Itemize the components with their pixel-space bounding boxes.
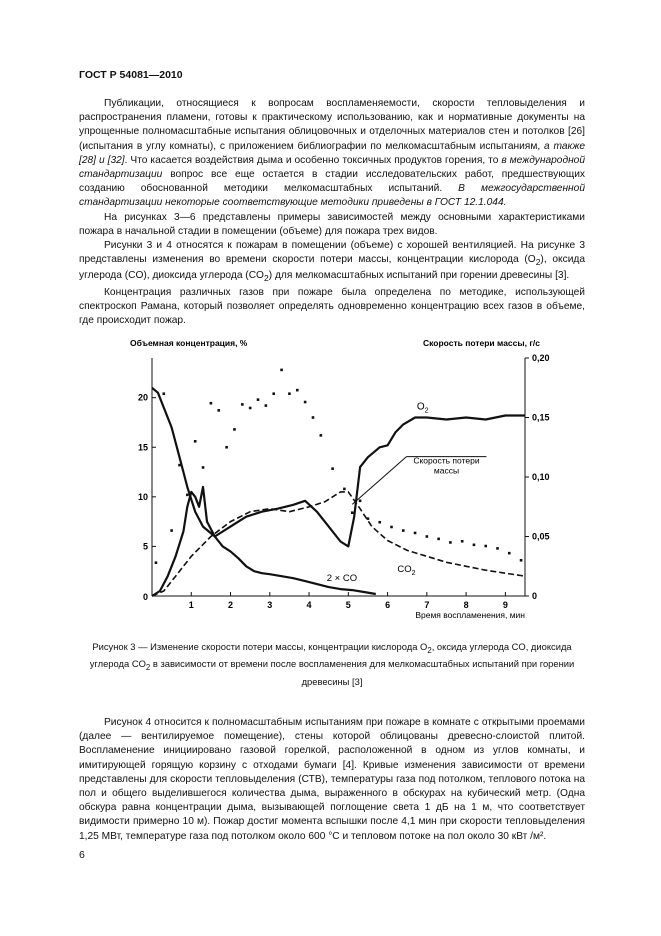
paragraph-publications: Публикации, относящиеся к вопросам воспламеняемости, скорости тепловыделения и распространения пламени, готовы к практическому использованию, как и нормативные документы на упрощенные полномасштабные испытания облицовочных и отделочных материалов стен и потолков [26] (испытания в углу комнаты), с приложением библиографии по мелкомасштабным испытаниям, а также [28] и [32]. Что касается воздействия дыма и особенно токсичных продуктов горения, то в международной стандартизации вопрос все еще остается в стадии исследовательских работ, предшествующих созданию обоснованной методики мелкомасштабных испытаний. В межгосударственной стандартизации некоторые соответствующие методики приведены в ГОСТ 12.1.044. [79,98,586,209]
y-left-tick-label: 10 [137,491,148,502]
co-series-label: 2 × CO [326,573,358,585]
mass-loss-point [178,464,181,467]
paragraph-figures-3-4: Рисунки 3 и 4 относятся к пожарам в помещении (объеме) с хорошей вентиляцией. На рисунке 3 представлены изменения во времени скорости потери массы, концентрации кислорода $(O_2)$, оксида углерода (CO), диоксида углерода $(CO_2)$ для мелкомасштабных испытаний при горении древесины [3]. [79,240,585,284]
y-right-tick-label: 0 [532,591,538,601]
mass-loss-point [186,494,189,497]
y-axis-right-label: Скорость потери массы, г/с [423,338,540,348]
mass-loss-point [210,402,213,405]
mass-loss-point [155,561,158,564]
mass-loss-point [249,407,252,410]
text-block-bottom [79,716,585,844]
o2-series-label: $O_2$ [416,401,429,415]
y-left-tick-label: 15 [137,442,148,453]
page-number: 6 [79,849,85,861]
mass-loss-point [296,389,299,392]
figure-3-chart [130,338,570,623]
mass-loss-label-line2: массы [433,465,460,476]
y-left-tick-label: 5 [142,541,148,552]
mass-loss-point [351,511,354,514]
x-tick-label: 1 [188,600,194,610]
mass-loss-point [288,392,291,395]
y-right-tick-label: 0,15 [532,412,550,423]
mass-loss-point [162,392,165,395]
paragraph-raman: Концентрация различных газов при пожаре была определена по методике, использующей спектроскоп Рамана, который позволяет определять одновременно концентрацию всех газов в объеме, где происходит пожар. [79,286,585,327]
mass-loss-point [508,552,511,555]
mass-loss-point [414,532,417,535]
mass-loss-point [484,545,487,548]
mass-loss-point [280,369,283,372]
mass-loss-point [320,434,323,437]
x-axis-label: Время воспламенения, мин [415,610,525,620]
y-left-tick-0: 0 [142,592,148,602]
mass-loss-point [426,535,429,538]
mass-loss-point [257,398,260,401]
mass-loss-point [265,404,268,407]
x-tick-label: 4 [306,600,312,610]
paragraph-figures-intro: На рисунках 3—6 представлены примеры зависимостей между основными характеристиками пожара в начальной стадии в помещении (объеме) для пожара трех видов. [79,211,585,237]
mass-loss-point [343,488,346,491]
mass-loss-point [217,409,220,412]
y-right-tick-label: 0,05 [532,531,550,542]
co2-series-label: $CO_2$ [397,564,416,578]
text-block-top [79,97,585,328]
mass-loss-point [225,446,228,449]
x-tick-label: 2 [228,600,234,610]
x-tick-label: 5 [345,600,351,610]
mass-loss-point [461,540,464,543]
mass-loss-point [359,500,362,503]
mass-loss-point [390,526,393,529]
mass-loss-point [202,466,205,469]
x-tick-label: 9 [502,600,508,610]
mass-loss-point [331,467,334,470]
mass-loss-label-line1: Скорость потери [413,455,480,466]
chart-svg [130,338,570,623]
mass-loss-point [473,544,476,547]
mass-loss-point [312,416,315,419]
x-tick-label: 8 [463,600,469,610]
mass-loss-point [402,529,405,532]
x-tick-label: 6 [385,600,391,610]
co2-series-label-sub: 2 [411,570,416,578]
mass-loss-point [241,403,244,406]
mass-loss-point [437,538,440,541]
paragraph-figure-4: Рисунок 4 относится к полномасштабным испытаниям при пожаре в комнате с открытыми проемами (далее — вентилируемое помещение), стены которой облицованы древесно-слоистой плитой. Воспламенение инициировано газовой горелкой, расположенной в одном из углов комнаты, и имитирующей горящую корзину с отходами бумаги [4]. Кривые изменения зависимости от времени представлены для скорости тепловыделения (СТВ), температуры газа под потолком, теплового потока на пол и общего выделившегося количества дыма, выраженного в обскурах на кубический метр. (Одна обскура равна концентрации дыма, вызывающей поглощение света 1 дБ на 1 м, что соответствует видимости примерно 10 м). Пожар достиг момента вспышки после 4,1 мин при скорости тепловыделения 1,25 МВт, температуре газа под потолком около 600 °C и тепловом потоке на пол около 30 кВт /м². [79,717,585,842]
page-header: ГОСТ Р 54081—2010 [79,69,183,81]
y-right-tick-label: 0,10 [532,472,550,482]
mass-loss-point [449,541,452,544]
y-right-tick-label: 0,20 [532,353,550,363]
mass-loss-point [194,440,197,443]
mass-loss-point [272,392,275,395]
x-tick-label: 7 [424,600,430,610]
y-left-tick-label: 20 [137,392,148,403]
y-axis-left-label: Объемная концентрация, % [130,338,248,348]
mass-loss-point [496,547,499,550]
figure-3-caption: Рисунок 3 — Изменение скорости потери массы, концентрации кислорода $O_2$, оксида углерода CO, диоксида углерода $CO_2$ в зависимости от времени после воспламенения для мелкомасштабных испытаний при горении древесины [3] [89,641,575,687]
mass-loss-point [233,428,236,431]
mass-loss-point [170,529,173,532]
mass-loss-point [378,521,381,524]
x-tick-label: 3 [267,600,273,610]
mass-loss-leader [352,457,406,505]
mass-loss-point [520,559,523,562]
mass-loss-point [367,517,370,520]
o2-series-label-sub: 2 [424,407,429,415]
mass-loss-point [304,401,307,404]
